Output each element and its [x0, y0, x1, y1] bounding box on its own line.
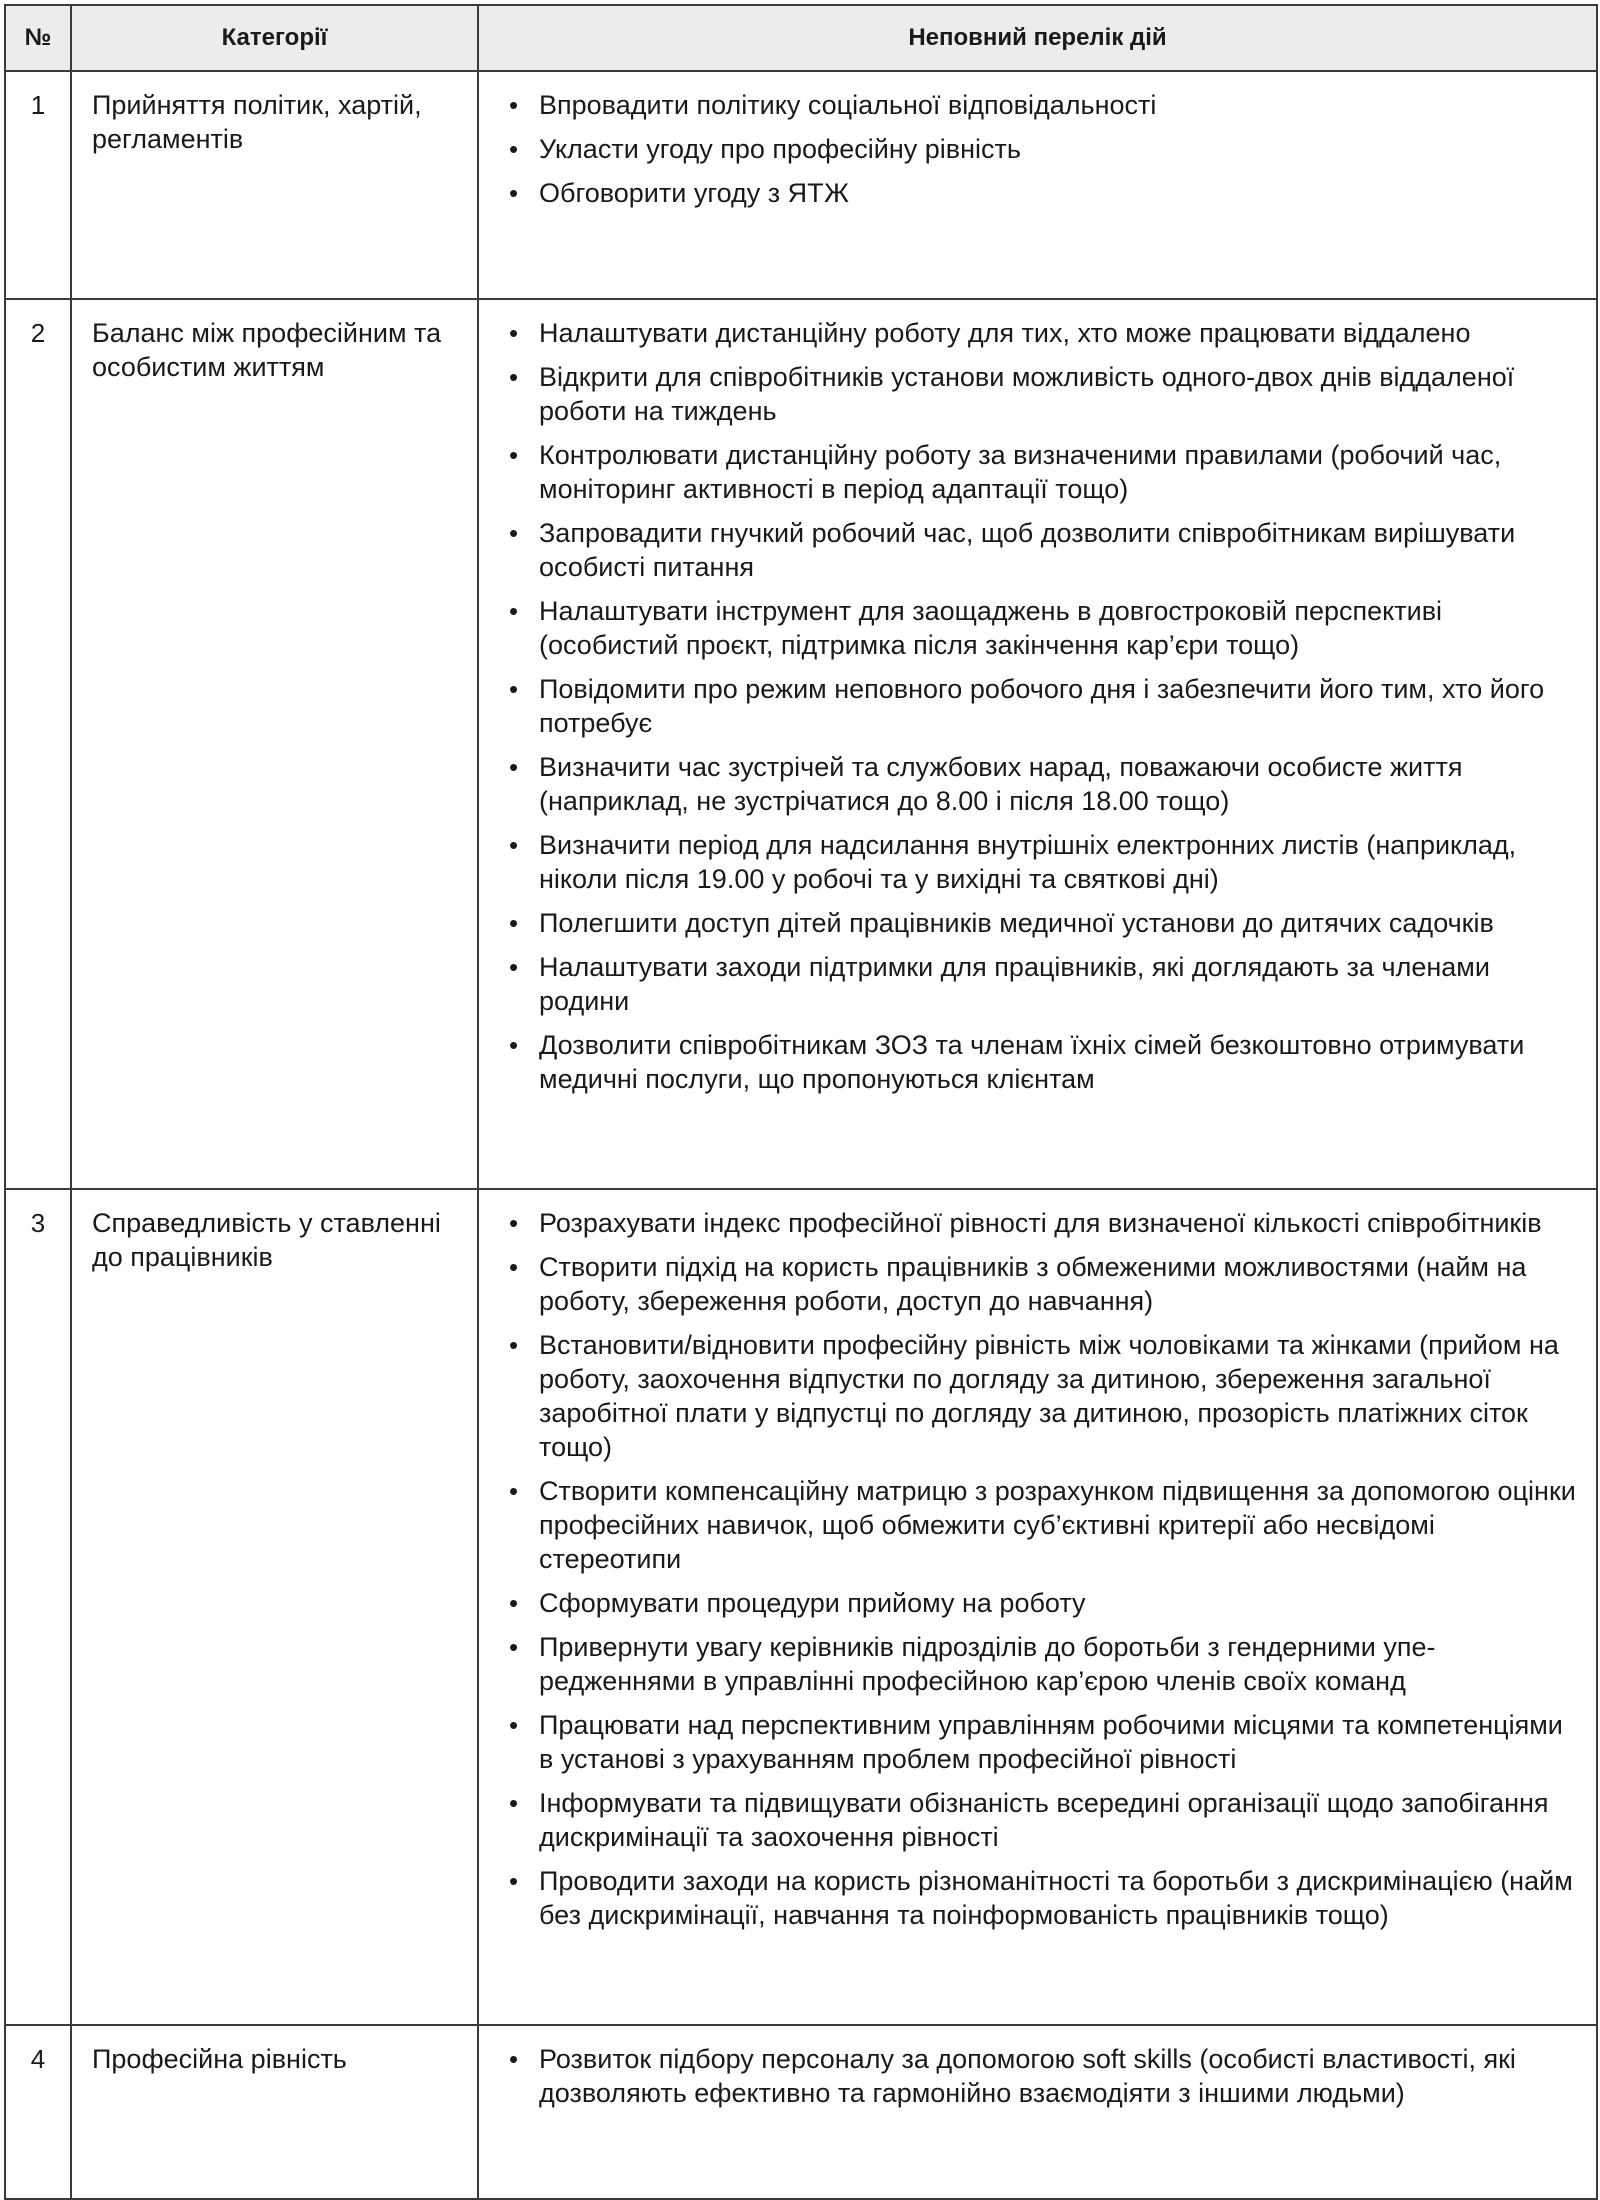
action-item: • Полегшити доступ дітей працівників медичної установи до дитячих садочків [499, 906, 1582, 940]
action-item: • Проводити заходи на користь різноманітності та боротьби з дискримінацією (найм без дискримінації, навчання та поінформованість працівників тощо) [499, 1864, 1582, 1932]
table-row [5, 71, 1597, 299]
row-number: 4 [5, 2025, 71, 2199]
actions-list [499, 88, 1582, 210]
action-item: • Укласти угоду про професійну рівність [499, 132, 1582, 166]
action-item: • Дозволити співробітникам ЗОЗ та членам їхніх сімей безкоштовно отримувати медичні послуги, що пропонуються клієнтам [499, 1028, 1582, 1096]
row-actions [478, 71, 1597, 299]
action-item: • Розвиток підбору персоналу за допомогою soft skills (особисті властивості, які дозволяють ефективно та гармонійно взаємодіяти з іншими людьми) [499, 2042, 1582, 2110]
actions-table [4, 4, 1598, 2200]
action-item: • Налаштувати дистанційну роботу для тих, хто може працювати віддалено [499, 316, 1582, 350]
actions-list [499, 316, 1582, 1096]
action-item: • Працювати над перспективним управлінням робочими місцями та компетенціями в установі з урахуванням проблем професійної рівності [499, 1708, 1582, 1776]
table-row [5, 1189, 1597, 2025]
action-item: • Визначити період для надсилання внутрішніх електронних листів (наприклад, ніколи після 19.00 у робочі та у вихідні та святкові дні) [499, 828, 1582, 896]
header-category: Категорії [71, 5, 478, 71]
row-number: 3 [5, 1189, 71, 2025]
action-item: • Відкрити для співробітників установи можливість одного-двох днів віддаленої роботи на тиждень [499, 360, 1582, 428]
header-num: № [5, 5, 71, 71]
action-item: • Інформувати та підвищувати обізнаність всередині організації щодо запобігання дискримінації та заохочення рівності [499, 1786, 1582, 1854]
row-actions [478, 2025, 1597, 2199]
header-actions: Неповний перелік дій [478, 5, 1597, 71]
header-row [5, 5, 1597, 71]
row-category: Професійна рівність [71, 2025, 478, 2199]
action-item: • Налаштувати заходи підтримки для працівників, які доглядають за членами родини [499, 950, 1582, 1018]
action-item: • Створити компенсаційну матрицю з розрахунком підвищення за допомогою оцінки професійних навичок, щоб обмежити суб’єктивні критерії або несвідомі стереотипи [499, 1474, 1582, 1576]
row-category: Прийняття політик, хартій, регламентів [71, 71, 478, 299]
row-number: 1 [5, 71, 71, 299]
action-item: • Створити підхід на користь працівників з обмеженими можливостями (найм на роботу, збереження роботи, доступ до навчання) [499, 1250, 1582, 1318]
row-actions [478, 299, 1597, 1189]
action-item: • Контролювати дистанційну роботу за визначеними правилами (робочий час, моніторинг активності в період адаптації тощо) [499, 438, 1582, 506]
row-category: Справедливість у ставленні до працівників [71, 1189, 478, 2025]
row-actions [478, 1189, 1597, 2025]
action-item: • Встановити/відновити професійну рівність між чоловіками та жінками (прийом на роботу, заохочення відпустки по догляду за дитиною, збереження загальної заробітної плати у відпустці по догляду за дитиною, прозорість платіжних сіток тощо) [499, 1328, 1582, 1464]
action-item: • Налаштувати інструмент для заощаджень в довгостроковій перспективі (особистий проєкт, підтримка після закінчення кар’єри тощо) [499, 594, 1582, 662]
action-item: • Визначити час зустрічей та службових нарад, поважаючи особисте життя (наприклад, не зустрічатися до 8.00 і після 18.00 тощо) [499, 750, 1582, 818]
table-row [5, 2025, 1597, 2199]
action-item: • Повідомити про режим неповного робочого дня і забезпечити його тим, хто його потребує [499, 672, 1582, 740]
action-item: • Запровадити гнучкий робочий час, щоб дозволити співробітникам вирішувати особисті питання [499, 516, 1582, 584]
action-item: • Привернути увагу керівників підрозділів до боротьби з гендерними упередженнями в управлінні професійною кар’єрою членів своїх команд [499, 1630, 1582, 1698]
table-row [5, 299, 1597, 1189]
action-item: • Обговорити угоду з ЯТЖ [499, 176, 1582, 210]
table-header [5, 5, 1597, 71]
action-item: • Впровадити політику соціальної відповідальності [499, 88, 1582, 122]
table-body [5, 71, 1597, 2199]
action-item: • Сформувати процедури прийому на роботу [499, 1586, 1582, 1620]
action-item: • Розрахувати індекс професійної рівності для визначеної кількості співробітників [499, 1206, 1582, 1240]
actions-list [499, 2042, 1582, 2110]
row-number: 2 [5, 299, 71, 1189]
actions-list [499, 1206, 1582, 1932]
row-category: Баланс між професійним та особистим життям [71, 299, 478, 1189]
